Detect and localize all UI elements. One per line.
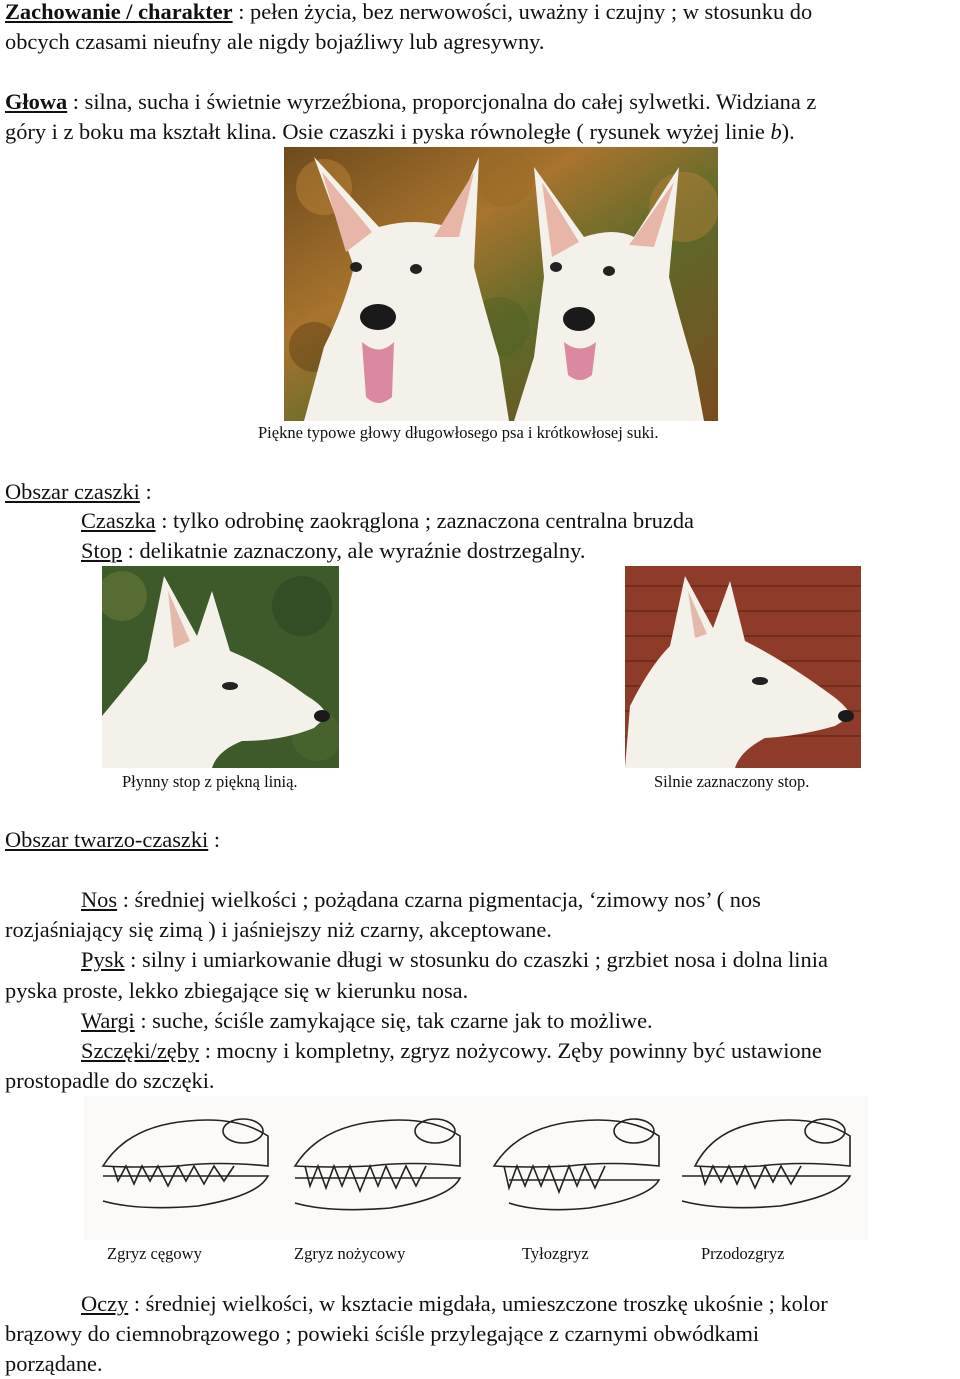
stop-term: Stop bbox=[81, 538, 123, 563]
profile-photo-smooth-stop bbox=[102, 566, 339, 768]
skull-term: Czaszka bbox=[81, 508, 156, 533]
face-heading: Obszar twarzo-czaszki bbox=[5, 827, 209, 852]
eyes-text-1: : średniej wielkości, w ksztacie migdała, umieszczone troszkę ukośnie ; kolor bbox=[128, 1291, 828, 1316]
eyes-term: Oczy bbox=[81, 1291, 129, 1316]
head-text-2b: b bbox=[770, 119, 782, 144]
behavior-term: Zachowanie / charakter bbox=[5, 0, 233, 24]
bite-drawing-level bbox=[103, 1119, 268, 1208]
face-heading-suffix: : bbox=[208, 827, 221, 852]
lips-term: Wargi bbox=[81, 1008, 135, 1033]
bite-drawing-undershot bbox=[682, 1119, 850, 1208]
skull-line bbox=[81, 506, 694, 536]
behavior-line-2: obcych czasami nieufny ale nigdy bojaźliwy lub agresywny. bbox=[5, 29, 545, 54]
stop-text: : delikatnie zaznaczony, ale wyraźnie dostrzegalny. bbox=[122, 538, 586, 563]
bite-label-overshot: Tyłozgryz bbox=[522, 1244, 589, 1263]
jaws-text-1: : mocny i kompletny, zgryz nożycowy. Zęby powinny być ustawione bbox=[199, 1038, 822, 1063]
strong-stop-caption: Silnie zaznaczony stop. bbox=[654, 772, 810, 791]
head-term: Głowa bbox=[5, 89, 68, 114]
head-text-2a: góry i z boku ma kształt klina. Osie czaszki i pyska równoległe ( rysunek wyżej linie bbox=[5, 119, 771, 144]
bite-label-scissor: Zgryz nożycowy bbox=[294, 1244, 406, 1263]
muzzle-line-1 bbox=[81, 945, 828, 975]
muzzle-term: Pysk bbox=[81, 947, 125, 972]
eyes-line-1 bbox=[81, 1289, 828, 1319]
muzzle-text-1: : silny i umiarkowanie długi w stosunku do czaszki ; grzbiet nosa i dolna linia bbox=[124, 947, 828, 972]
face-heading-line bbox=[5, 825, 220, 855]
eyes-line-3: porządane. bbox=[5, 1351, 103, 1376]
lips-line bbox=[81, 1006, 653, 1036]
nose-line-2: rozjaśniający się zimą ) i jaśniejszy niż czarny, akceptowane. bbox=[5, 917, 552, 942]
eyes-line-2: brązowy do ciemnobrązowego ; powieki ściśle przylegające z czarnymi obwódkami bbox=[5, 1321, 760, 1346]
bite-drawing-overshot bbox=[494, 1119, 659, 1210]
bite-label-level: Zgryz cęgowy bbox=[107, 1244, 202, 1263]
head-line-1 bbox=[5, 87, 816, 117]
bite-drawing-scissor bbox=[295, 1119, 460, 1210]
skull-heading-suffix: : bbox=[139, 479, 152, 504]
muzzle-line-2: pyska proste, lekko zbiegające się w kierunku nosa. bbox=[5, 978, 469, 1003]
head-text-2c: ). bbox=[781, 119, 795, 144]
head-text-1: : silna, sucha i świetnie wyrzeźbiona, proporcjonalna do całej sylwetki. Widziana z bbox=[67, 89, 817, 114]
profile-photo-strong-stop bbox=[625, 566, 861, 768]
skull-heading: Obszar czaszki bbox=[5, 479, 140, 504]
nose-text-1: : średniej wielkości ; pożądana czarna pigmentacja, ‘zimowy nos’ ( nos bbox=[117, 887, 761, 912]
two-dogs-photo bbox=[284, 147, 718, 421]
smooth-stop-caption: Płynny stop z piękną linią. bbox=[122, 772, 298, 791]
behavior-line-1 bbox=[5, 0, 812, 27]
lips-text: : suche, ściśle zamykające się, tak czarne jak to możliwe. bbox=[134, 1008, 653, 1033]
jaws-line-1 bbox=[81, 1036, 822, 1066]
skull-text: : tylko odrobinę zaokrąglona ; zaznaczona centralna bruzda bbox=[155, 508, 694, 533]
two-dogs-caption: Piękne typowe głowy długowłosego psa i krótkowłosej suki. bbox=[258, 423, 659, 442]
skull-heading-line bbox=[5, 477, 152, 507]
bite-drawings bbox=[84, 1096, 868, 1240]
head-line-2 bbox=[5, 117, 795, 147]
behavior-text-1: : pełen życia, bez nerwowości, uważny i czujny ; w stosunku do bbox=[232, 0, 813, 24]
nose-term: Nos bbox=[81, 887, 118, 912]
jaws-term: Szczęki/zęby bbox=[81, 1038, 200, 1063]
jaws-line-2: prostopadle do szczęki. bbox=[5, 1068, 215, 1093]
bite-label-undershot: Przodozgryz bbox=[701, 1244, 785, 1263]
stop-line bbox=[81, 536, 585, 566]
nose-line-1 bbox=[81, 885, 761, 915]
